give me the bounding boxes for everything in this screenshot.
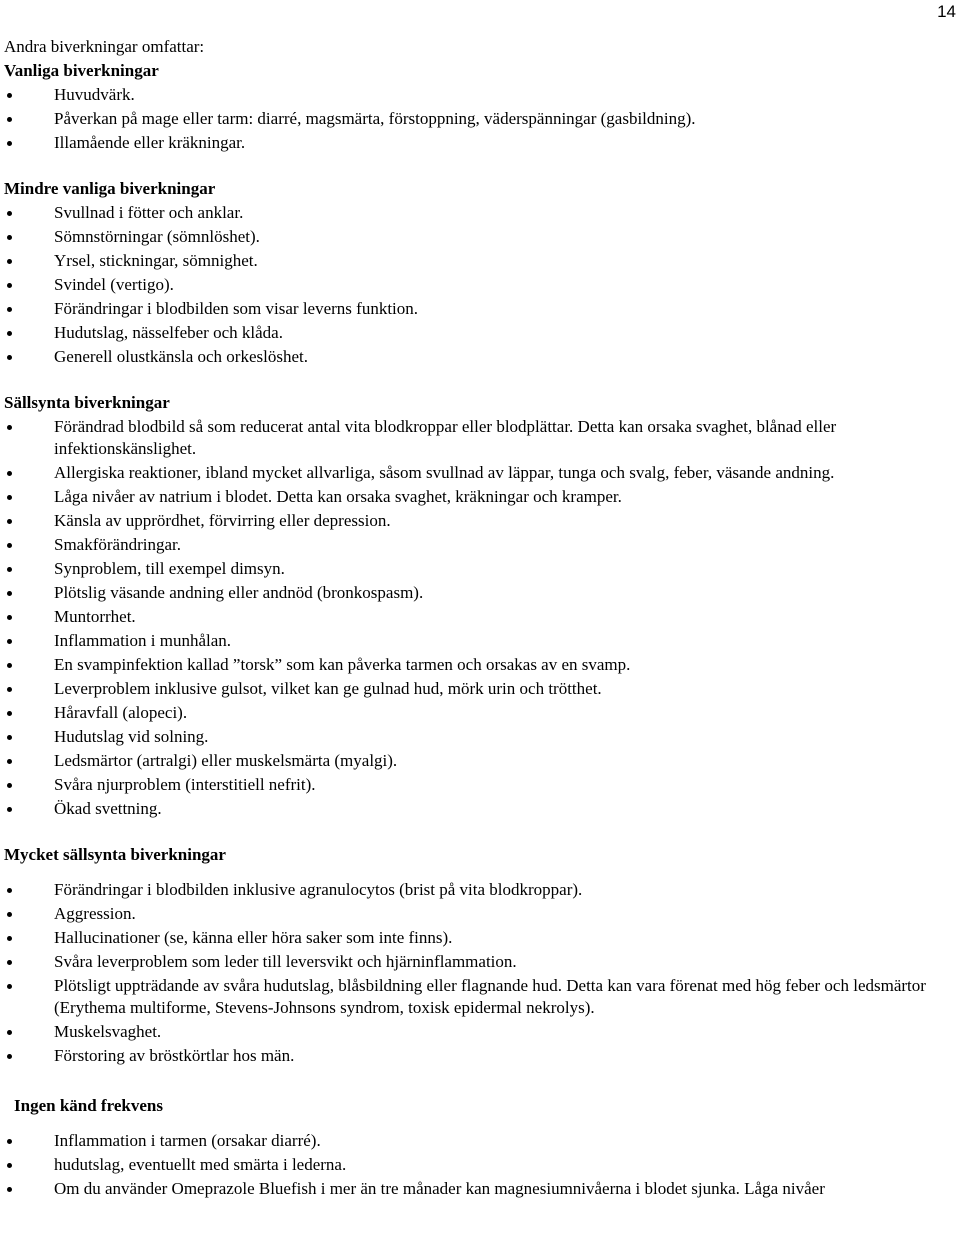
- list-item: Muntorrhet.: [4, 605, 956, 629]
- list-item: Aggression.: [4, 902, 956, 926]
- list-item: Hudutslag, nässelfeber och klåda.: [4, 321, 956, 345]
- spacer: [4, 867, 956, 878]
- list-item: Svåra njurproblem (interstitiell nefrit).: [4, 773, 956, 797]
- list-item: Plötslig väsande andning eller andnöd (bronkospasm).: [4, 581, 956, 605]
- list-item: Yrsel, stickningar, sömnighet.: [4, 249, 956, 273]
- section-heading-unknown-frequency: Ingen känd frekvens: [14, 1096, 163, 1115]
- list-unknown-frequency: [4, 1129, 956, 1201]
- list-item: Svindel (vertigo).: [4, 273, 956, 297]
- list-item: Sömnstörningar (sömnlöshet).: [4, 225, 956, 249]
- list-item: Om du använder Omeprazole Bluefish i mer än tre månader kan magnesiumnivåerna i blodet sjunka. Låga nivåer: [4, 1177, 956, 1201]
- list-item: Illamående eller kräkningar.: [4, 131, 956, 155]
- section-heading-common: Vanliga biverkningar: [4, 61, 159, 80]
- list-item: Förändringar i blodbilden som visar leverns funktion.: [4, 297, 956, 321]
- list-item: Generell olustkänsla och orkeslöshet.: [4, 345, 956, 369]
- list-item: Påverkan på mage eller tarm: diarré, magsmärta, förstoppning, väderspänningar (gasbildning).: [4, 107, 956, 131]
- list-common: [4, 83, 956, 155]
- list-item: Hudutslag vid solning.: [4, 725, 956, 749]
- list-item: Förändrad blodbild så som reducerat antal vita blodkroppar eller blodplättar. Detta kan orsaka svaghet, blånad eller infektionskänslighet.: [4, 415, 956, 461]
- list-item: Leverproblem inklusive gulsot, vilket kan ge gulnad hud, mörk urin och trötthet.: [4, 677, 956, 701]
- list-item: Ökad svettning.: [4, 797, 956, 821]
- list-item: Allergiska reaktioner, ibland mycket allvarliga, såsom svullnad av läppar, tunga och svalg, feber, väsande andning.: [4, 461, 956, 485]
- list-item: Synproblem, till exempel dimsyn.: [4, 557, 956, 581]
- page-number: 14: [937, 2, 956, 21]
- list-item: Förändringar i blodbilden inklusive agranulocytos (brist på vita blodkroppar).: [4, 878, 956, 902]
- list-item: Inflammation i munhålan.: [4, 629, 956, 653]
- section-heading-rare: Sällsynta biverkningar: [4, 393, 170, 412]
- list-rare: [4, 415, 956, 821]
- list-item: Håravfall (alopeci).: [4, 701, 956, 725]
- list-item: Muskelsvaghet.: [4, 1020, 956, 1044]
- list-item: Känsla av upprördhet, förvirring eller depression.: [4, 509, 956, 533]
- list-item: Plötsligt uppträdande av svåra hudutslag, blåsbildning eller flagnande hud. Detta kan vara förenat med hög feber och ledsmärtor (Erythema multiforme, Stevens-Johnsons syndrom, toxisk epidermal nekrolys).: [4, 974, 956, 1020]
- list-very-rare: [4, 878, 956, 1068]
- list-item: Svullnad i fötter och anklar.: [4, 201, 956, 225]
- intro-text: Andra biverkningar omfattar:: [4, 37, 205, 56]
- document-body: [4, 35, 956, 1201]
- spacer: [4, 1068, 956, 1090]
- list-item: En svampinfektion kallad ”torsk” som kan påverka tarmen och orsakas av en svamp.: [4, 653, 956, 677]
- list-item: Hallucinationer (se, känna eller höra saker som inte finns).: [4, 926, 956, 950]
- list-item: Inflammation i tarmen (orsakar diarré).: [4, 1129, 956, 1153]
- list-item: hudutslag, eventuellt med smärta i lederna.: [4, 1153, 956, 1177]
- spacer: [4, 1118, 956, 1129]
- list-item: Smakförändringar.: [4, 533, 956, 557]
- list-item: Förstoring av bröstkörtlar hos män.: [4, 1044, 956, 1068]
- list-item: Ledsmärtor (artralgi) eller muskelsmärta (myalgi).: [4, 749, 956, 773]
- list-item: Låga nivåer av natrium i blodet. Detta kan orsaka svaghet, kräkningar och kramper.: [4, 485, 956, 509]
- list-uncommon: [4, 201, 956, 369]
- section-heading-uncommon: Mindre vanliga biverkningar: [4, 179, 216, 198]
- section-heading-very-rare: Mycket sällsynta biverkningar: [4, 845, 226, 864]
- list-item: Svåra leverproblem som leder till leversvikt och hjärninflammation.: [4, 950, 956, 974]
- list-item: Huvudvärk.: [4, 83, 956, 107]
